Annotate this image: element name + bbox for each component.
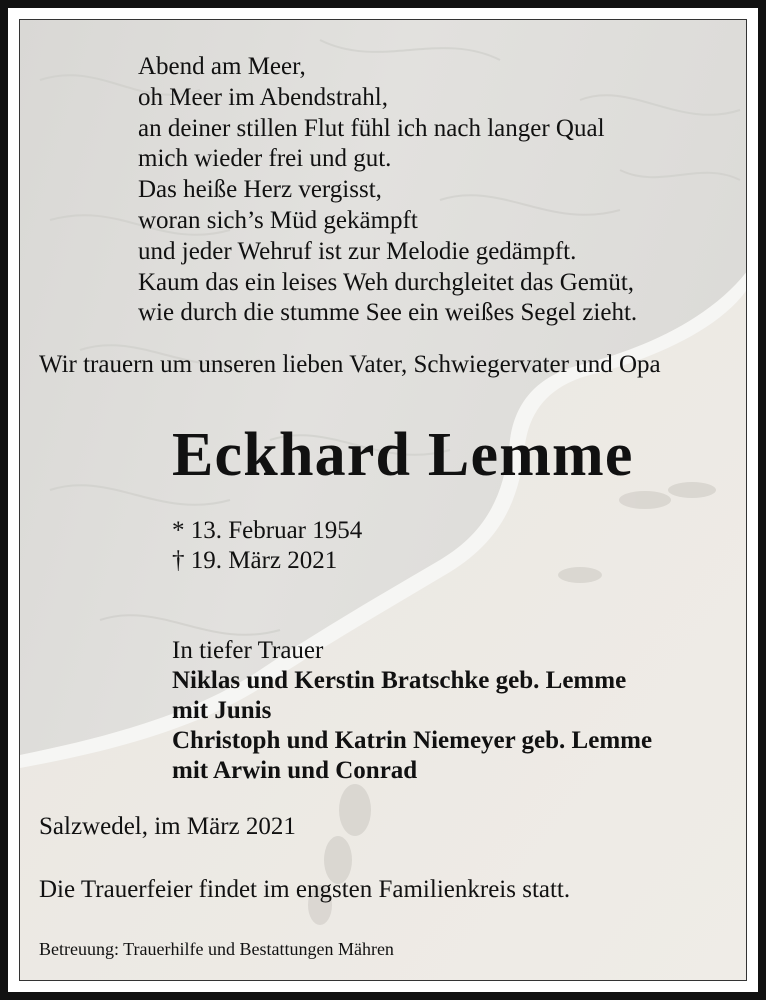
place-and-date: Salzwedel, im März 2021 xyxy=(39,813,296,840)
poem-line: mich wieder frei und gut. xyxy=(138,145,392,173)
poem-line: woran sich’s Müd gekämpft xyxy=(138,206,418,234)
undertaker-credit: Betreuung: Trauerhilfe und Bestattungen Mähren xyxy=(39,939,394,959)
notice-frame xyxy=(8,8,758,992)
mourner-line: Christoph und Katrin Niemeyer geb. Lemme xyxy=(172,727,653,754)
mourners-label: In tiefer Trauer xyxy=(172,637,324,664)
poem-line: und jeder Wehruf ist zur Melodie gedämpft. xyxy=(138,237,577,265)
mourner-line: Niklas und Kerstin Bratschke geb. Lemme xyxy=(172,667,627,694)
mourning-intro: Wir trauern um unseren lieben Vater, Schwiegervater und Opa xyxy=(39,351,661,378)
funeral-note: Die Trauerfeier findet im engsten Familienkreis statt. xyxy=(39,876,571,903)
poem-line: oh Meer im Abendstrahl, xyxy=(138,83,388,111)
poem-line: Kaum das ein leises Weh durchgleitet das Gemüt, xyxy=(138,268,635,296)
mourner-line: mit Junis xyxy=(172,697,272,724)
death-date: † 19. März 2021 xyxy=(172,547,338,574)
mourner-line: mit Arwin und Conrad xyxy=(172,757,418,784)
life-dates xyxy=(172,516,362,576)
mourners-block xyxy=(172,636,652,786)
poem-line: Das heiße Herz vergisst, xyxy=(138,176,382,204)
poem-line: an deiner stillen Flut fühl ich nach langer Qual xyxy=(138,114,605,142)
poem-line: Abend am Meer, xyxy=(138,53,306,80)
birth-date: * 13. Februar 1954 xyxy=(172,517,363,544)
deceased-name: Eckhard Lemme xyxy=(172,421,634,489)
obituary-panel xyxy=(19,19,747,981)
poem xyxy=(138,52,637,329)
poem-line: wie durch die stumme See ein weißes Segel zieht. xyxy=(138,299,638,327)
